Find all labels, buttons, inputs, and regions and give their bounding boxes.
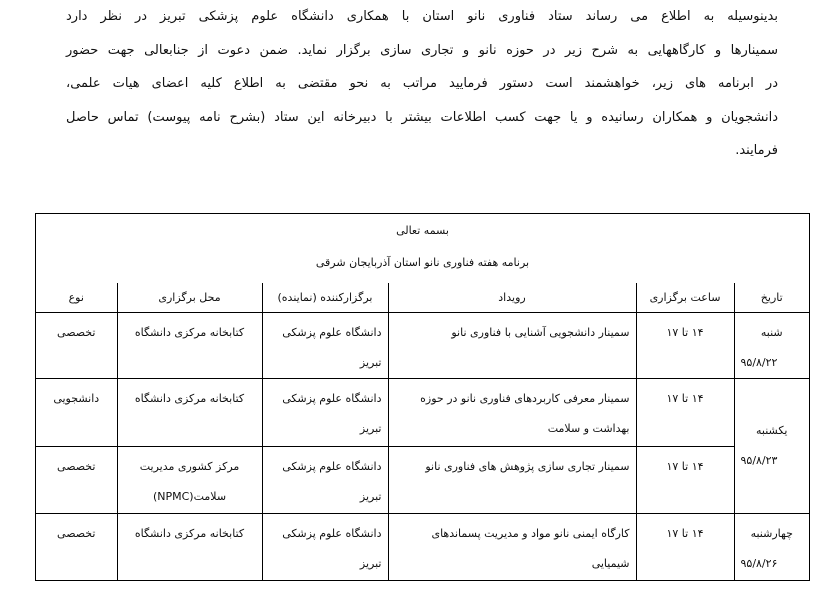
event-cell: سمینار معرفی کاربردهای فناوری نانو در حوزه بهداشت و سلامت — [388, 379, 636, 447]
event-cell: کارگاه ایمنی نانو مواد و مدیریت پسماندهای شیمیایی — [388, 514, 636, 580]
event-cell: سمینار دانشجویی آشنایی با فناوری نانو — [388, 313, 636, 379]
type-cell: تخصصی — [36, 313, 117, 379]
date-value: ۹۵/۸/۲۲ — [740, 356, 778, 369]
venue-cell: کتابخانه مرکزی دانشگاه — [117, 379, 262, 447]
venue-cell: مرکز کشوری مدیریت سلامت(NPMC) — [117, 447, 262, 514]
header-date: تاریخ — [734, 283, 809, 313]
announcement-paragraph — [66, 0, 778, 168]
schedule-grid — [36, 283, 809, 580]
day-name: یکشنبه — [756, 424, 788, 437]
schedule-table — [35, 213, 810, 581]
type-cell: دانشجویی — [36, 379, 117, 447]
header-time: ساعت برگزاری — [636, 283, 734, 313]
table-row — [36, 313, 809, 379]
header-venue: محل برگزاری — [117, 283, 262, 313]
table-title: برنامه هفته فناوری نانو استان آذربایجان شرقی — [315, 256, 530, 269]
time-cell: ۱۴ تا ۱۷ — [636, 313, 734, 379]
header-event: رویداد — [388, 283, 636, 313]
paragraph-line: دانشجویان و همکاران رسانیده و یا جهت کسب اطلاعات بیشتر با دبیرخانه این ستاد (بشرح نامه پیوست) تماس حاصل — [66, 109, 778, 125]
time-cell: ۱۴ تا ۱۷ — [636, 514, 734, 580]
header-type: نوع — [36, 283, 117, 313]
date-cell — [734, 313, 809, 379]
day-name: چهارشنبه — [750, 527, 793, 540]
table-row — [36, 379, 809, 447]
invocation-text: بسمه تعالی — [396, 224, 449, 237]
paragraph-line: در ابرنامه های زیر، خواهشمند است دستور فرمایید مراتب به نحو مقتضی به اطلاع کلیه اعضای هیات علمی، — [66, 76, 778, 91]
header-organizer: برگزارکننده (نماینده) — [262, 283, 388, 313]
date-value: ۹۵/۸/۲۶ — [740, 557, 778, 570]
paragraph-line: بدینوسیله به اطلاع می رساند ستاد فناوری نانو استان با همکاری دانشگاه علوم پزشکی تبریز در نظر دارد — [66, 9, 778, 24]
organizer-cell: دانشگاه علوم پزشکی تبریز — [262, 313, 388, 379]
paragraph-line: فرمایند. — [735, 143, 778, 158]
date-cell — [734, 514, 809, 580]
type-cell: تخصصی — [36, 514, 117, 580]
table-row — [36, 514, 809, 580]
organizer-cell: دانشگاه علوم پزشکی تبریز — [262, 379, 388, 447]
header-row — [36, 283, 809, 313]
venue-cell: کتابخانه مرکزی دانشگاه — [117, 514, 262, 580]
organizer-cell: دانشگاه علوم پزشکی تبریز — [262, 447, 388, 514]
table-banner — [36, 214, 809, 283]
event-cell: سمینار تجاری سازی پژوهش های فناوری نانو — [388, 447, 636, 514]
table-row — [36, 447, 809, 514]
time-cell: ۱۴ تا ۱۷ — [636, 379, 734, 447]
venue-cell: کتابخانه مرکزی دانشگاه — [117, 313, 262, 379]
paragraph-line: سمینارها و کارگاههایی به شرح زیر در حوزه نانو و تجاری سازی برگزار نماید. ضمن دعوت از جنابعالی جهت حضور — [66, 42, 778, 58]
type-cell: تخصصی — [36, 447, 117, 514]
date-cell — [734, 379, 809, 514]
organizer-cell: دانشگاه علوم پزشکی تبریز — [262, 514, 388, 580]
day-name: شنبه — [760, 326, 783, 339]
time-cell: ۱۴ تا ۱۷ — [636, 447, 734, 514]
date-value: ۹۵/۸/۲۳ — [740, 454, 778, 467]
